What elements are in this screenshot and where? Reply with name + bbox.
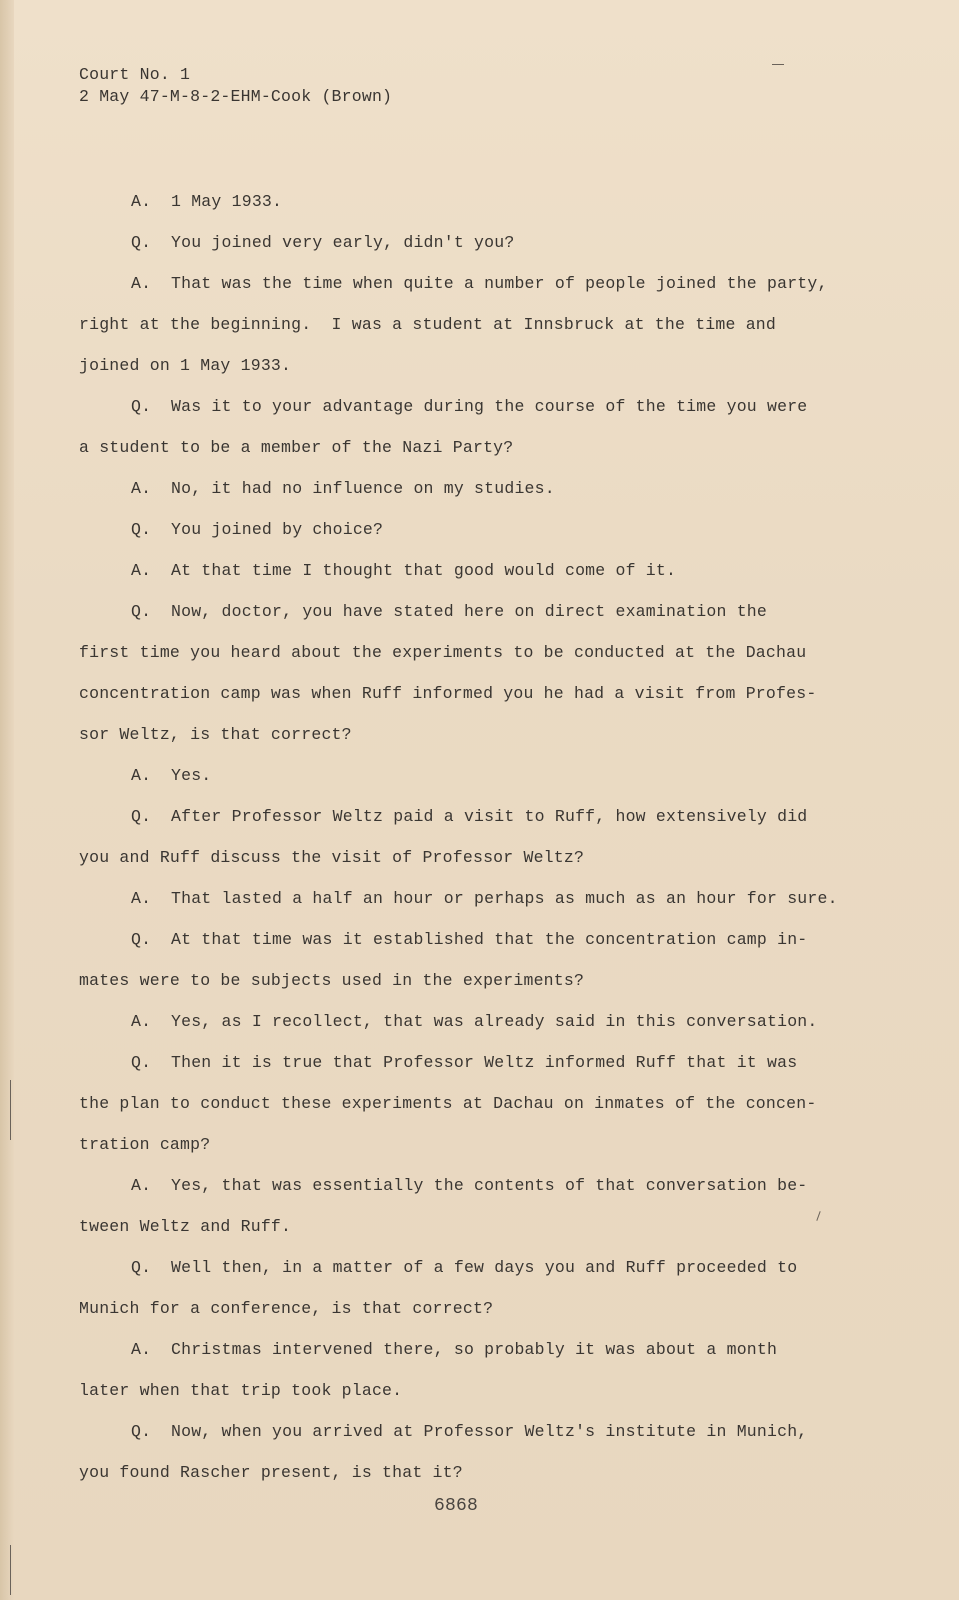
- page-binding-edge: [0, 0, 14, 1600]
- transcript-text: tration camp?: [79, 1135, 211, 1154]
- transcript-text: After Professor Weltz paid a visit to Ruff, how extensively did: [171, 807, 808, 826]
- speaker-label: Q.: [131, 807, 152, 826]
- transcript-entry-first-line: [79, 468, 859, 509]
- transcript-text: Yes.: [171, 766, 212, 785]
- transcript-entry-first-line: [79, 1165, 859, 1206]
- transcript-entry-line: [79, 1288, 859, 1329]
- transcript-entry-line: [79, 1452, 859, 1493]
- transcript-text: That was the time when quite a number of people joined the party,: [171, 274, 828, 293]
- transcript-text: you and Ruff discuss the visit of Professor Weltz?: [79, 848, 585, 867]
- speaker-label: Q.: [131, 1422, 152, 1441]
- scan-mark: [10, 1545, 11, 1595]
- transcript-body: [79, 181, 859, 1493]
- transcript-text: 1 May 1933.: [171, 192, 283, 211]
- transcript-text: Yes, as I recollect, that was already said in this conversation.: [171, 1012, 818, 1031]
- transcript-entry-first-line: [79, 509, 859, 550]
- transcript-text: concentration camp was when Ruff informed you he had a visit from Profes-: [79, 684, 817, 703]
- transcript-entry-first-line: [79, 181, 859, 222]
- transcript-text: Then it is true that Professor Weltz informed Ruff that it was: [171, 1053, 798, 1072]
- transcript-entry-line: [79, 714, 859, 755]
- transcript-entry-line: [79, 1370, 859, 1411]
- transcript-text: That lasted a half an hour or perhaps as much as an hour for sure.: [171, 889, 838, 908]
- transcript-text: You joined by choice?: [171, 520, 384, 539]
- speaker-label: Q.: [131, 233, 152, 252]
- speaker-label: Q.: [131, 602, 152, 621]
- speaker-label: Q.: [131, 930, 152, 949]
- transcript-entry-line: [79, 960, 859, 1001]
- transcript-entry-first-line: [79, 755, 859, 796]
- transcript-text: Christmas intervened there, so probably it was about a month: [171, 1340, 778, 1359]
- speaker-label: A.: [131, 889, 152, 908]
- transcript-entry-line: [79, 1206, 859, 1247]
- transcript-entry-first-line: [79, 796, 859, 837]
- transcript-entry-first-line: [79, 263, 859, 304]
- speaker-label: A.: [131, 561, 152, 580]
- transcript-text: you found Rascher present, is that it?: [79, 1463, 463, 1482]
- transcript-text: Now, doctor, you have stated here on direct examination the: [171, 602, 767, 621]
- transcript-entry-first-line: [79, 1329, 859, 1370]
- transcript-text: Was it to your advantage during the course of the time you were: [171, 397, 808, 416]
- speaker-label: A.: [131, 766, 152, 785]
- speaker-label: A.: [131, 192, 152, 211]
- transcript-text: a student to be a member of the Nazi Party?: [79, 438, 514, 457]
- transcript-entry-first-line: [79, 222, 859, 263]
- speaker-label: A.: [131, 1176, 152, 1195]
- transcript-text: At that time was it established that the concentration camp in-: [171, 930, 808, 949]
- transcript-entry-first-line: [79, 1042, 859, 1083]
- transcript-text: joined on 1 May 1933.: [79, 356, 292, 375]
- transcript-entry-line: [79, 304, 859, 345]
- transcript-entry-first-line: [79, 1247, 859, 1288]
- transcript-entry-line: [79, 673, 859, 714]
- transcript-text: right at the beginning. I was a student at Innsbruck at the time and: [79, 315, 777, 334]
- page-number: 6868: [434, 1496, 479, 1516]
- transcript-entry-first-line: [79, 550, 859, 591]
- transcript-text: Now, when you arrived at Professor Weltz's institute in Munich,: [171, 1422, 808, 1441]
- transcript-entry-first-line: [79, 919, 859, 960]
- transcript-text: later when that trip took place.: [79, 1381, 403, 1400]
- transcript-text: the plan to conduct these experiments at Dachau on inmates of the concen-: [79, 1094, 817, 1113]
- transcript-text: No, it had no influence on my studies.: [171, 479, 555, 498]
- court-label: Court No. 1: [79, 65, 191, 84]
- transcript-text: At that time I thought that good would come of it.: [171, 561, 677, 580]
- scan-mark: [10, 1080, 11, 1140]
- transcript-text: You joined very early, didn't you?: [171, 233, 515, 252]
- transcript-entry-line: [79, 1124, 859, 1165]
- scan-mark: [772, 64, 784, 65]
- transcript-entry-line: [79, 837, 859, 878]
- transcript-reference: 2 May 47-M-8-2-EHM-Cook (Brown): [79, 87, 393, 106]
- transcript-text: first time you heard about the experiments to be conducted at the Dachau: [79, 643, 807, 662]
- transcript-text: sor Weltz, is that correct?: [79, 725, 352, 744]
- speaker-label: A.: [131, 1340, 152, 1359]
- transcript-entry-first-line: [79, 386, 859, 427]
- transcript-entry-line: [79, 345, 859, 386]
- transcript-entry-first-line: [79, 591, 859, 632]
- transcript-text: mates were to be subjects used in the experiments?: [79, 971, 585, 990]
- transcript-entry-first-line: [79, 878, 859, 919]
- transcript-entry-first-line: [79, 1411, 859, 1452]
- speaker-label: A.: [131, 479, 152, 498]
- transcript-text: Munich for a conference, is that correct?: [79, 1299, 494, 1318]
- speaker-label: Q.: [131, 1258, 152, 1277]
- speaker-label: Q.: [131, 520, 152, 539]
- transcript-entry-line: [79, 632, 859, 673]
- speaker-label: Q.: [131, 397, 152, 416]
- transcript-entry-line: [79, 1083, 859, 1124]
- document-header: [79, 64, 392, 108]
- transcript-entry-line: [79, 427, 859, 468]
- transcript-text: Well then, in a matter of a few days you and Ruff proceeded to: [171, 1258, 798, 1277]
- speaker-label: Q.: [131, 1053, 152, 1072]
- transcript-text: tween Weltz and Ruff.: [79, 1217, 292, 1236]
- speaker-label: A.: [131, 274, 152, 293]
- speaker-label: A.: [131, 1012, 152, 1031]
- transcript-entry-first-line: [79, 1001, 859, 1042]
- transcript-text: Yes, that was essentially the contents of that conversation be-: [171, 1176, 808, 1195]
